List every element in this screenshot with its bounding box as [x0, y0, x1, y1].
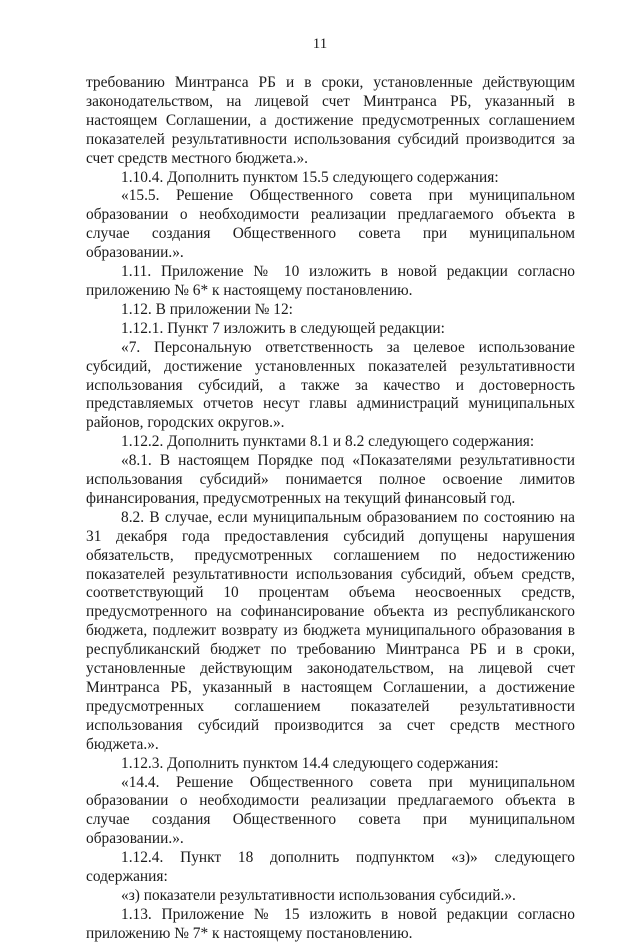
- paragraph: 1.12.2. Дополнить пунктами 8.1 и 8.2 следующего содержания:: [121, 433, 535, 451]
- paragraph: 1.12.1. Пункт 7 изложить в следующей редакции:: [121, 319, 445, 337]
- paragraph: «15.5. Решение Общественного совета при муниципальном образовании о необходимости реализации предлагаемого объекта в случае создания Общественного совета при муниципальном образовании.».: [86, 187, 575, 262]
- paragraph: 1.11. Приложение № 10 изложить в новой редакции согласно приложению № 6* к настоящему постановлению.: [86, 263, 575, 299]
- paragraph: «з) показатели результативности использования субсидий.».: [121, 886, 516, 904]
- paragraph: 1.10.4. Дополнить пунктом 15.5 следующего содержания:: [121, 168, 499, 186]
- paragraph: «7. Персональную ответственность за целевое использование субсидий, достижение установленных показателей результативности использования субсидий, а также за качество и достоверность представляемых отчетов несут главы администраций муниципальных районов, городских округов.».: [86, 338, 575, 432]
- paragraph: 1.13. Приложение № 15 изложить в новой редакции согласно приложению № 7* к настоящему постановлению.: [86, 905, 575, 942]
- paragraph: 8.2. В случае, если муниципальным образованием по состоянию на 31 декабря года предоставления субсидий допущены нарушения обязательств, предусмотренных соглашением по недостижению показателей результативности использования субсидий, объем средств, соответствующий 10 процентам объема неосвоенных средств, предусмотренного на софинансирование объекта из республиканского бюджета, подлежит возврату из бюджета муниципального образования в республиканский бюджет по требованию Минтранса РБ и в сроки, установленные действующим законодательством, на лицевой счет Минтранса РБ, указанный в настоящем Соглашении, а достижение предусмотренных соглашением показателей результативности использования субсидий производится за счет средств местного бюджета.».: [86, 508, 575, 753]
- paragraph: «14.4. Решение Общественного совета при муниципальном образовании о необходимости реализации предлагаемого объекта в случае создания Общественного совета при муниципальном образовании.».: [86, 773, 575, 848]
- paragraph: «8.1. В настоящем Порядке под «Показателями результативности использования субсидий» понимается полное освоение лимитов финансирования, предусмотренных на текущий финансовый год.: [86, 452, 575, 507]
- paragraph: 1.12.3. Дополнить пунктом 14.4 следующего содержания:: [121, 754, 499, 772]
- paragraph: требованию Минтранса РБ и в сроки, установленные действующим законодательством, на лицевой счет Минтранса РБ, указанный в настоящем Соглашении, а достижение предусмотренных соглашением показателей результативности использования субсидий производится за счет средств местного бюджета.».: [86, 74, 575, 167]
- document-body: [86, 74, 575, 944]
- paragraph: 1.12.4. Пункт 18 дополнить подпунктом «з)» следующего содержания:: [86, 849, 575, 886]
- page-number: 11: [312, 36, 328, 52]
- paragraph: 1.12. В приложении № 12:: [121, 300, 293, 318]
